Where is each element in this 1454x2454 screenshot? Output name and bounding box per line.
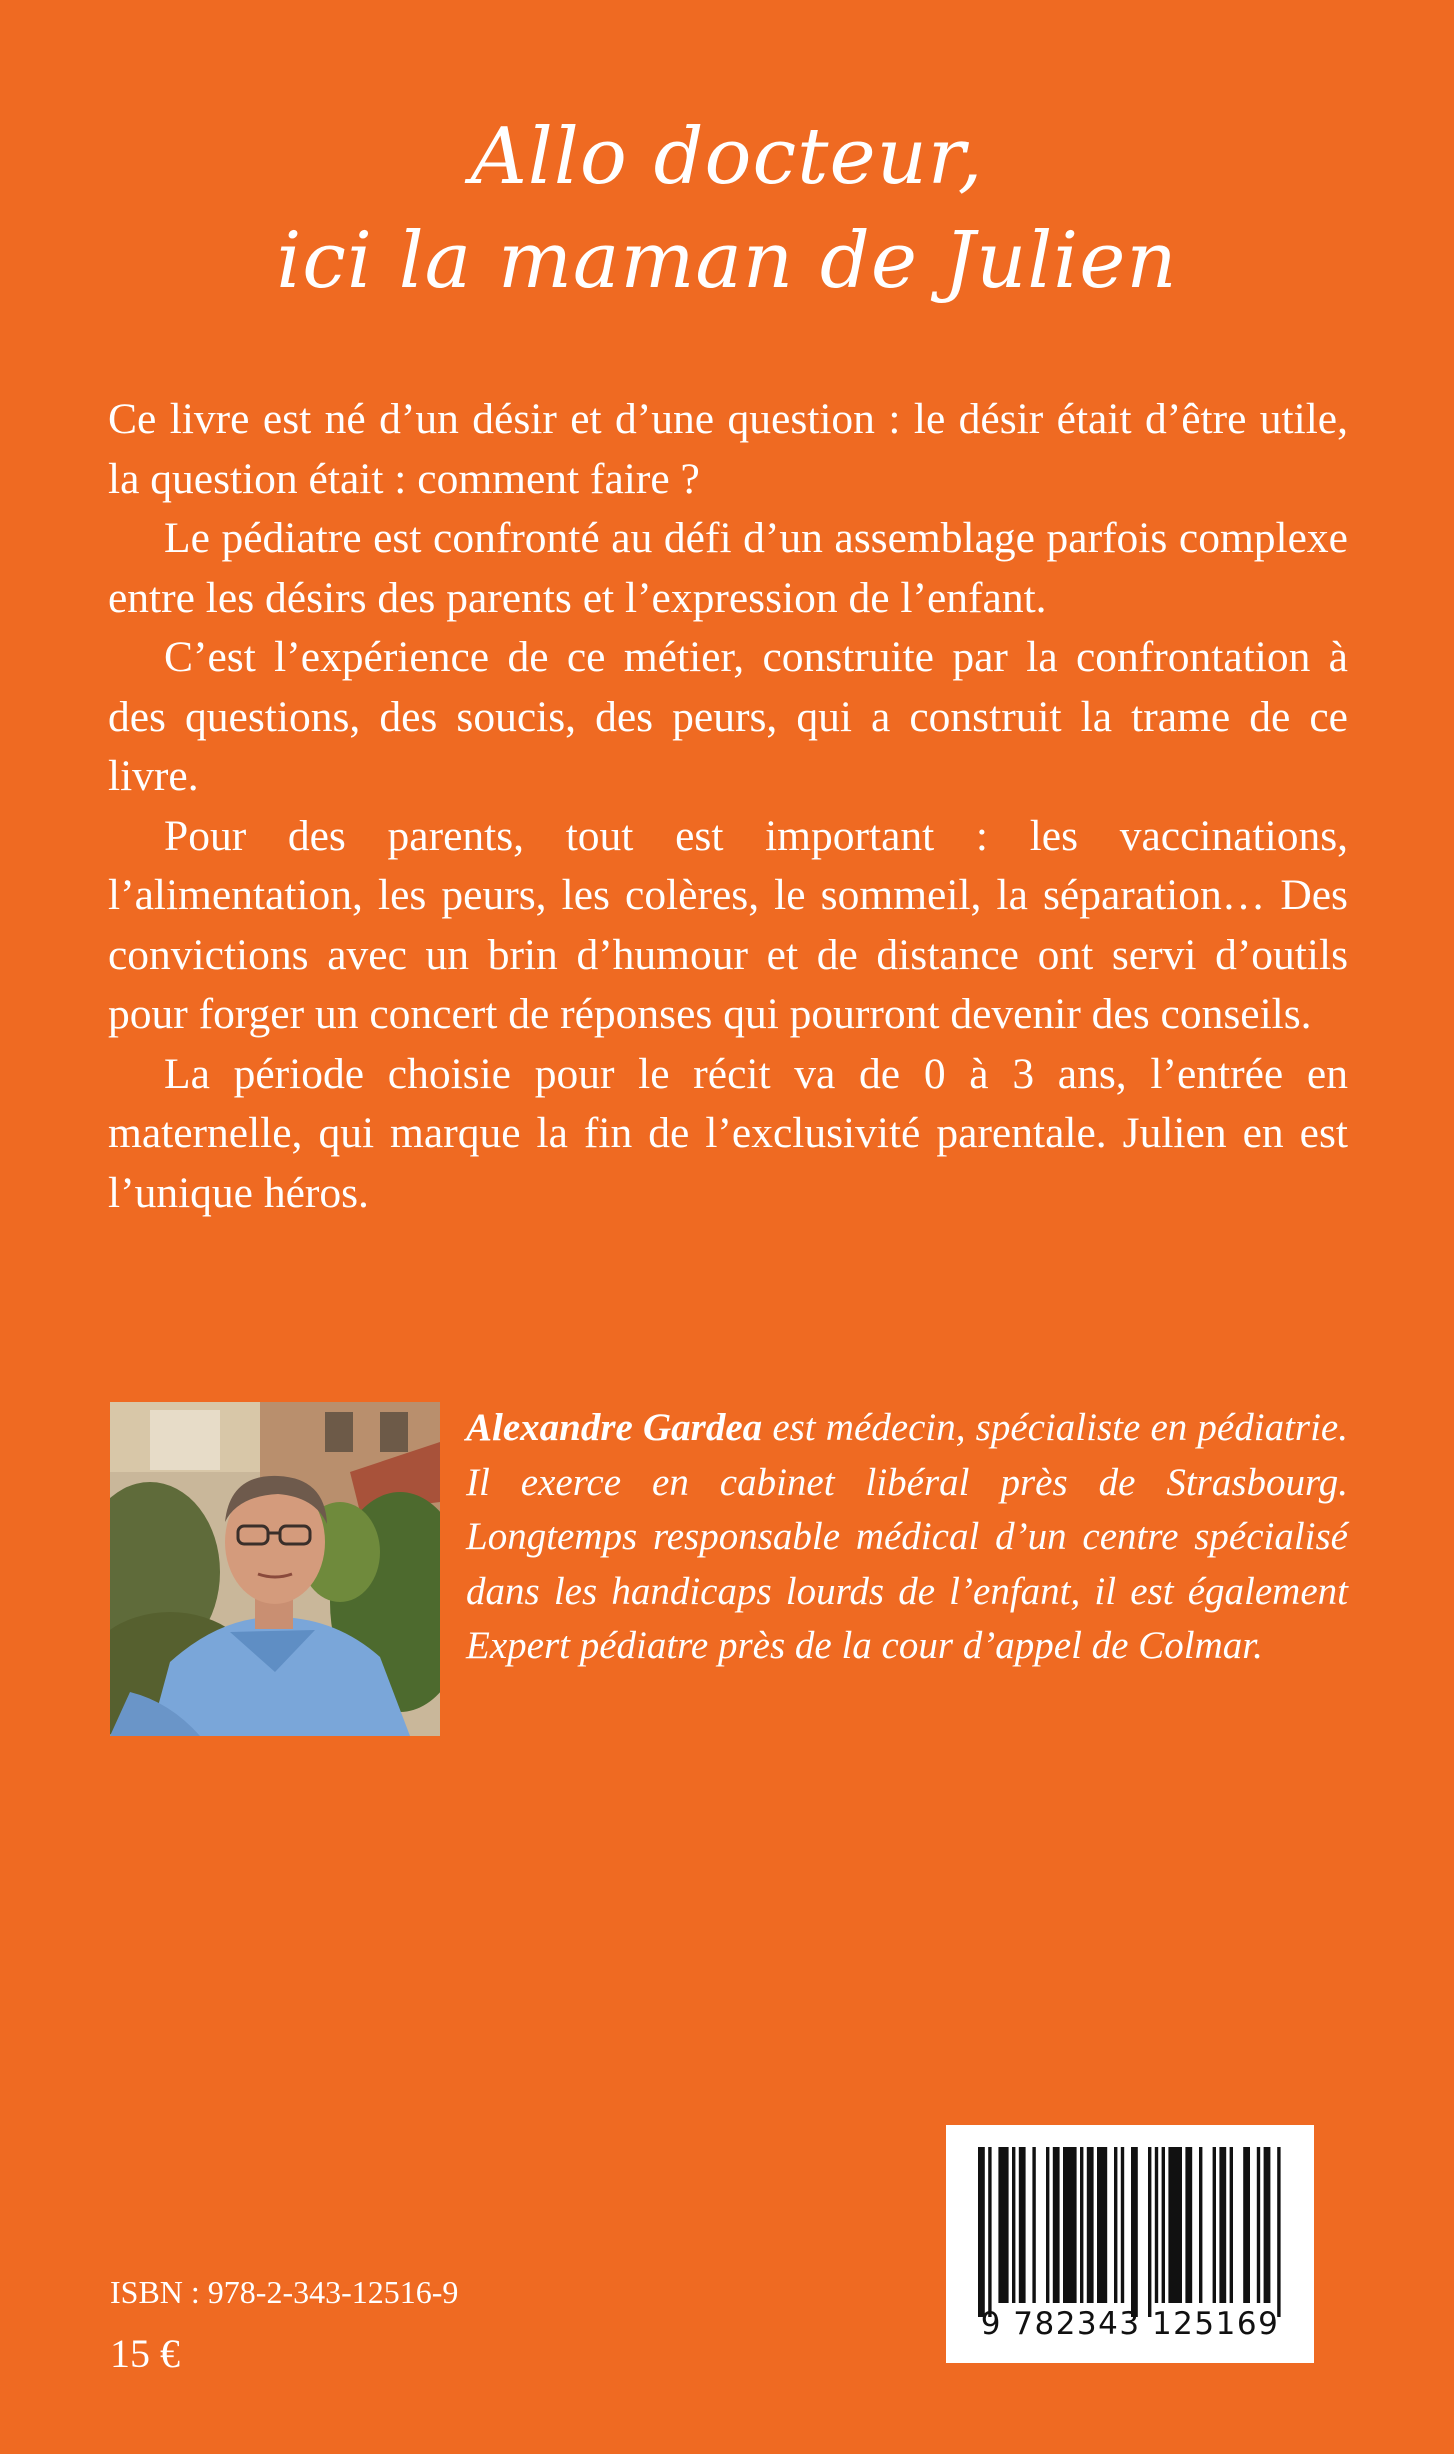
title-line-2: ici la maman de Julien	[276, 216, 1178, 306]
blurb-paragraph: Ce livre est né d’un désir et d’une question : le désir était d’être utile, la question était : comment faire ?	[108, 395, 1348, 503]
barcode-bar	[1243, 2147, 1250, 2303]
author-bio-text	[466, 1401, 1348, 1674]
blurb-paragraph: Pour des parents, tout est important : les vaccinations, l’alimentation, les peurs, les colères, le sommeil, la séparation… Des convictions avec un brin d’humour et de distance ont servi d’outils pour forger un concert de réponses qui pourront devenir des conseils.	[108, 811, 1348, 1038]
barcode-bar	[1230, 2147, 1233, 2303]
book-title	[0, 105, 1454, 313]
barcode-bar	[1121, 2147, 1124, 2303]
book-blurb	[108, 390, 1348, 1223]
barcode-bar	[988, 2147, 991, 2317]
barcode-bar	[1264, 2147, 1271, 2303]
barcode-bar	[1162, 2147, 1165, 2303]
barcode-bar	[1155, 2147, 1158, 2303]
barcode-bar	[1185, 2147, 1192, 2303]
blurb-paragraph: La période choisie pour le récit va de 0 à 3 ans, l’entrée en maternelle, qui marque la fin de l’exclusivité parentale. Julien en est l’unique héros.	[108, 1049, 1348, 1217]
author-name: Alexandre Gardea	[466, 1406, 763, 1449]
barcode-bar	[1257, 2147, 1260, 2303]
book-price: 15 €	[110, 2331, 180, 2376]
barcode-bar	[1087, 2147, 1094, 2303]
barcode	[946, 2125, 1314, 2363]
barcode-bar	[1032, 2147, 1035, 2303]
barcode-bar	[1046, 2147, 1049, 2303]
barcode-bar	[1053, 2147, 1060, 2303]
barcode-bar	[1199, 2147, 1202, 2303]
author-photo-image	[110, 1402, 440, 1736]
author-photo	[110, 1402, 440, 1736]
barcode-bar	[998, 2147, 1008, 2303]
blurb-paragraph: Le pédiatre est confronté au défi d’un assemblage parfois complexe entre les désirs des parents et l’expression de l’enfant.	[108, 514, 1348, 622]
barcode-bar	[1168, 2147, 1182, 2303]
isbn-number: ISBN : 978-2-343-12516-9	[110, 2274, 459, 2310]
blurb-paragraph: C’est l’expérience de ce métier, construite par la confrontation à des questions, des soucis, des peurs, qui a construit la trame de ce livre.	[108, 633, 1348, 800]
barcode-bar	[1131, 2147, 1138, 2317]
barcode-bar	[1080, 2147, 1083, 2303]
barcode-bar	[1148, 2147, 1151, 2317]
barcode-bar	[1063, 2147, 1077, 2303]
barcode-bar	[1019, 2147, 1026, 2303]
barcode-bar	[1277, 2147, 1280, 2317]
barcode-bar	[1213, 2147, 1216, 2303]
barcode-bar	[978, 2147, 985, 2317]
title-line-1: Allo docteur,	[470, 112, 984, 202]
barcode-digits: 9 782343 125169	[980, 2306, 1280, 2342]
barcode-bar	[1219, 2147, 1226, 2303]
barcode-bar	[1012, 2147, 1015, 2303]
barcode-bar	[1114, 2147, 1117, 2303]
author-biography	[466, 1401, 1348, 1674]
author-bio-body: est médecin, spécialiste en pédiatrie. Il exerce en cabinet libéral près de Strasbourg. Longtemps responsable médical d’un centre spécialisé dans les handicaps lourds de l’enfant, il est également Expert pédiatre près de la cour d’appel de Colmar.	[466, 1406, 1348, 1667]
barcode-bar	[1097, 2147, 1107, 2303]
